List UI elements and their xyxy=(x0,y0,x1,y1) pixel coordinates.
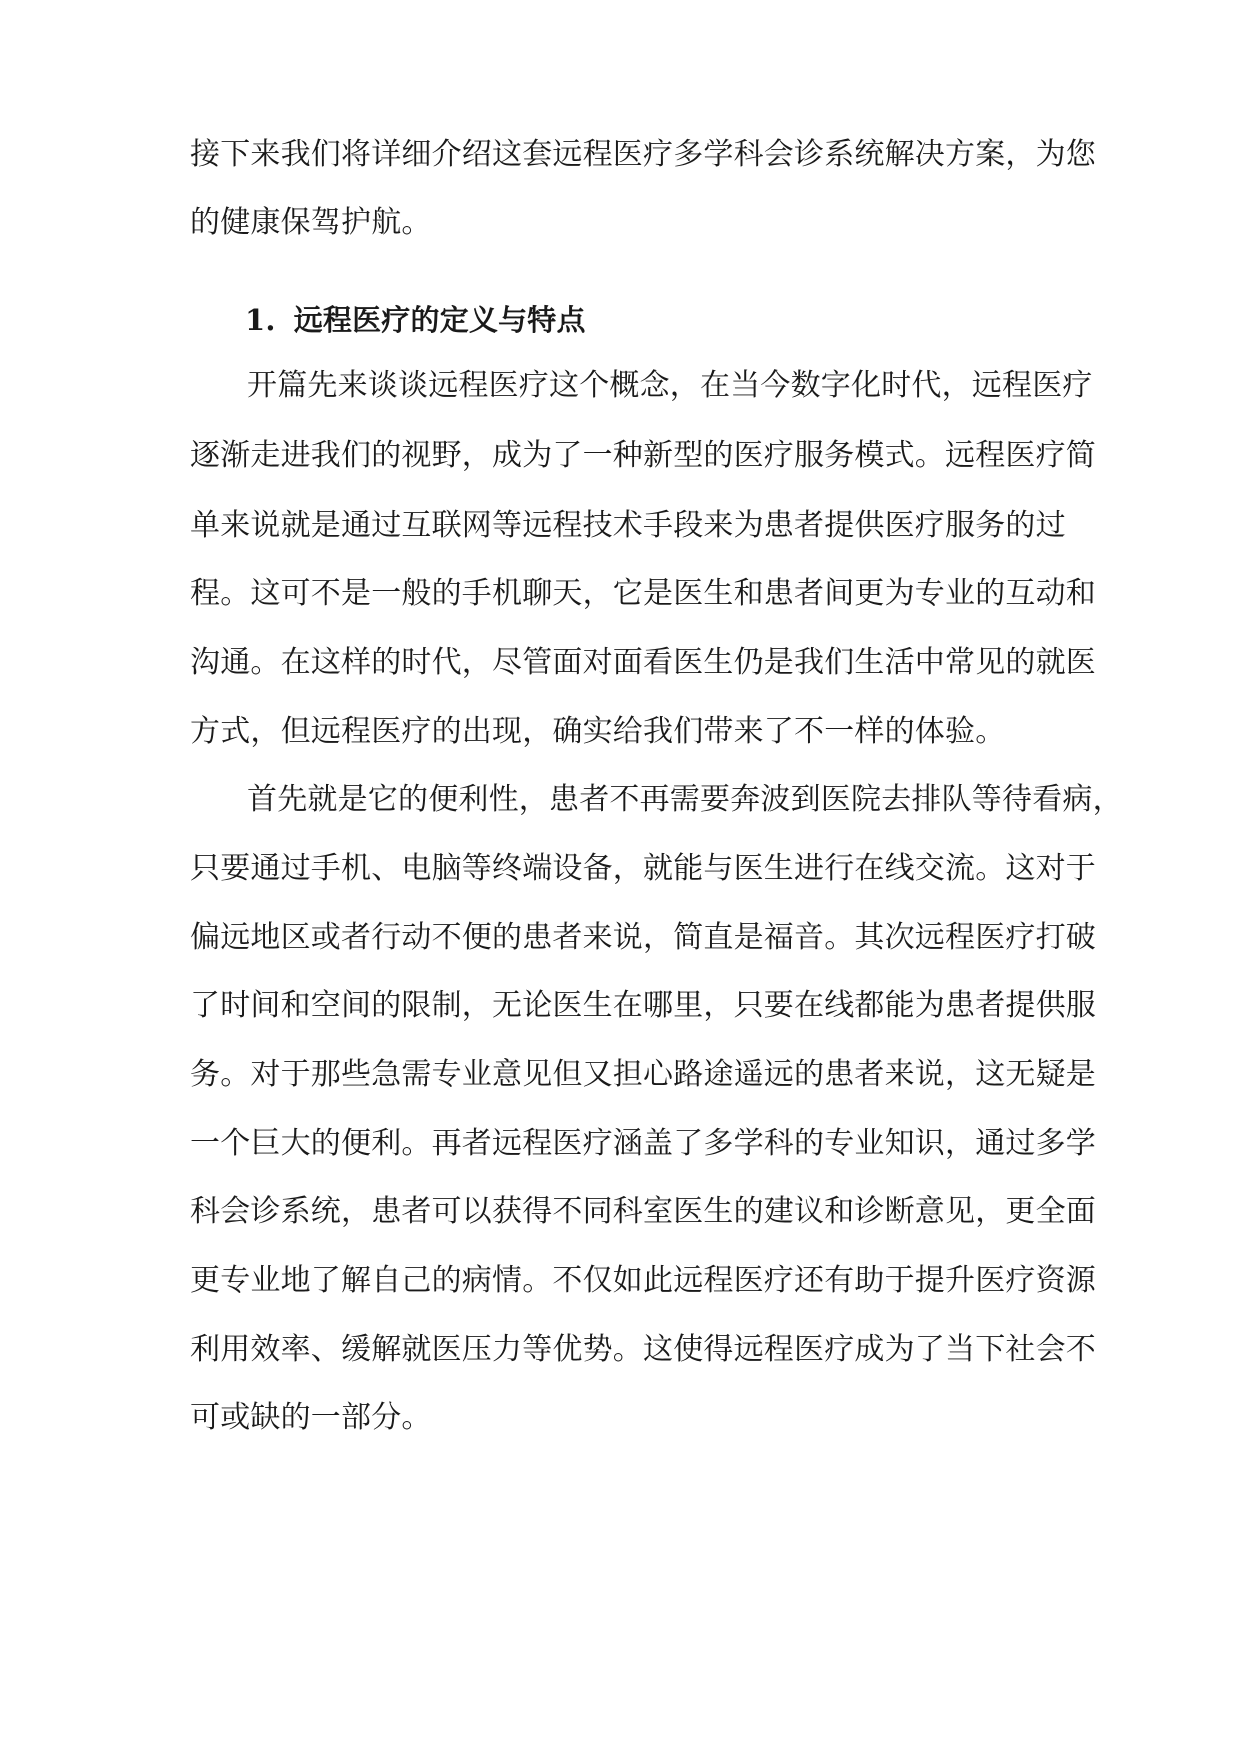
paragraph1-line-4: 程。这可不是一般的手机聊天，它是医生和患者间更为专业的互动和 xyxy=(190,576,1096,611)
paragraph2-line-1: 首先就是它的便利性，患者不再需要奔波到医院去排队等待看病， xyxy=(247,782,1123,817)
paragraph2-line-5: 务。对于那些急需专业意见但又担心路途遥远的患者来说，这无疑是 xyxy=(190,1057,1096,1092)
paragraph2-line-10: 可或缺的一部分。 xyxy=(190,1400,432,1435)
section-title: 远程医疗的定义与特点 xyxy=(293,303,586,337)
section-heading xyxy=(245,300,1125,340)
paragraph1-line-6: 方式，但远程医疗的出现，确实给我们带来了不一样的体验。 xyxy=(190,714,1006,749)
paragraph1-line-5: 沟通。在这样的时代，尽管面对面看医生仍是我们生活中常见的就医 xyxy=(190,645,1096,680)
paragraph1-line-2: 逐渐走进我们的视野，成为了一种新型的医疗服务模式。远程医疗简 xyxy=(190,438,1096,473)
paragraph2-line-7: 科会诊系统，患者可以获得不同科室医生的建议和诊断意见，更全面 xyxy=(190,1194,1096,1229)
paragraph1-line-1: 开篇先来谈谈远程医疗这个概念，在当今数字化时代，远程医疗 xyxy=(247,368,1093,403)
paragraph1-line-3: 单来说就是通过互联网等远程技术手段来为患者提供医疗服务的过 xyxy=(190,508,1066,543)
intro-line-1: 接下来我们将详细介绍这套远程医疗多学科会诊系统解决方案，为您 xyxy=(190,137,1096,172)
paragraph2-line-6: 一个巨大的便利。再者远程医疗涵盖了多学科的专业知识，通过多学 xyxy=(190,1126,1096,1161)
paragraph2-line-4: 了时间和空间的限制，无论医生在哪里，只要在线都能为患者提供服 xyxy=(190,988,1096,1023)
paragraph2-line-2: 只要通过手机、电脑等终端设备，就能与医生进行在线交流。这对于 xyxy=(190,851,1096,886)
section-number: 1. xyxy=(245,303,276,337)
paragraph2-line-9: 利用效率、缓解就医压力等优势。这使得远程医疗成为了当下社会不 xyxy=(190,1332,1096,1367)
intro-line-2: 的健康保驾护航。 xyxy=(190,205,432,240)
paragraph2-line-8: 更专业地了解自己的病情。不仅如此远程医疗还有助于提升医疗资源 xyxy=(190,1263,1096,1298)
paragraph2-line-3: 偏远地区或者行动不便的患者来说，简直是福音。其次远程医疗打破 xyxy=(190,920,1096,955)
